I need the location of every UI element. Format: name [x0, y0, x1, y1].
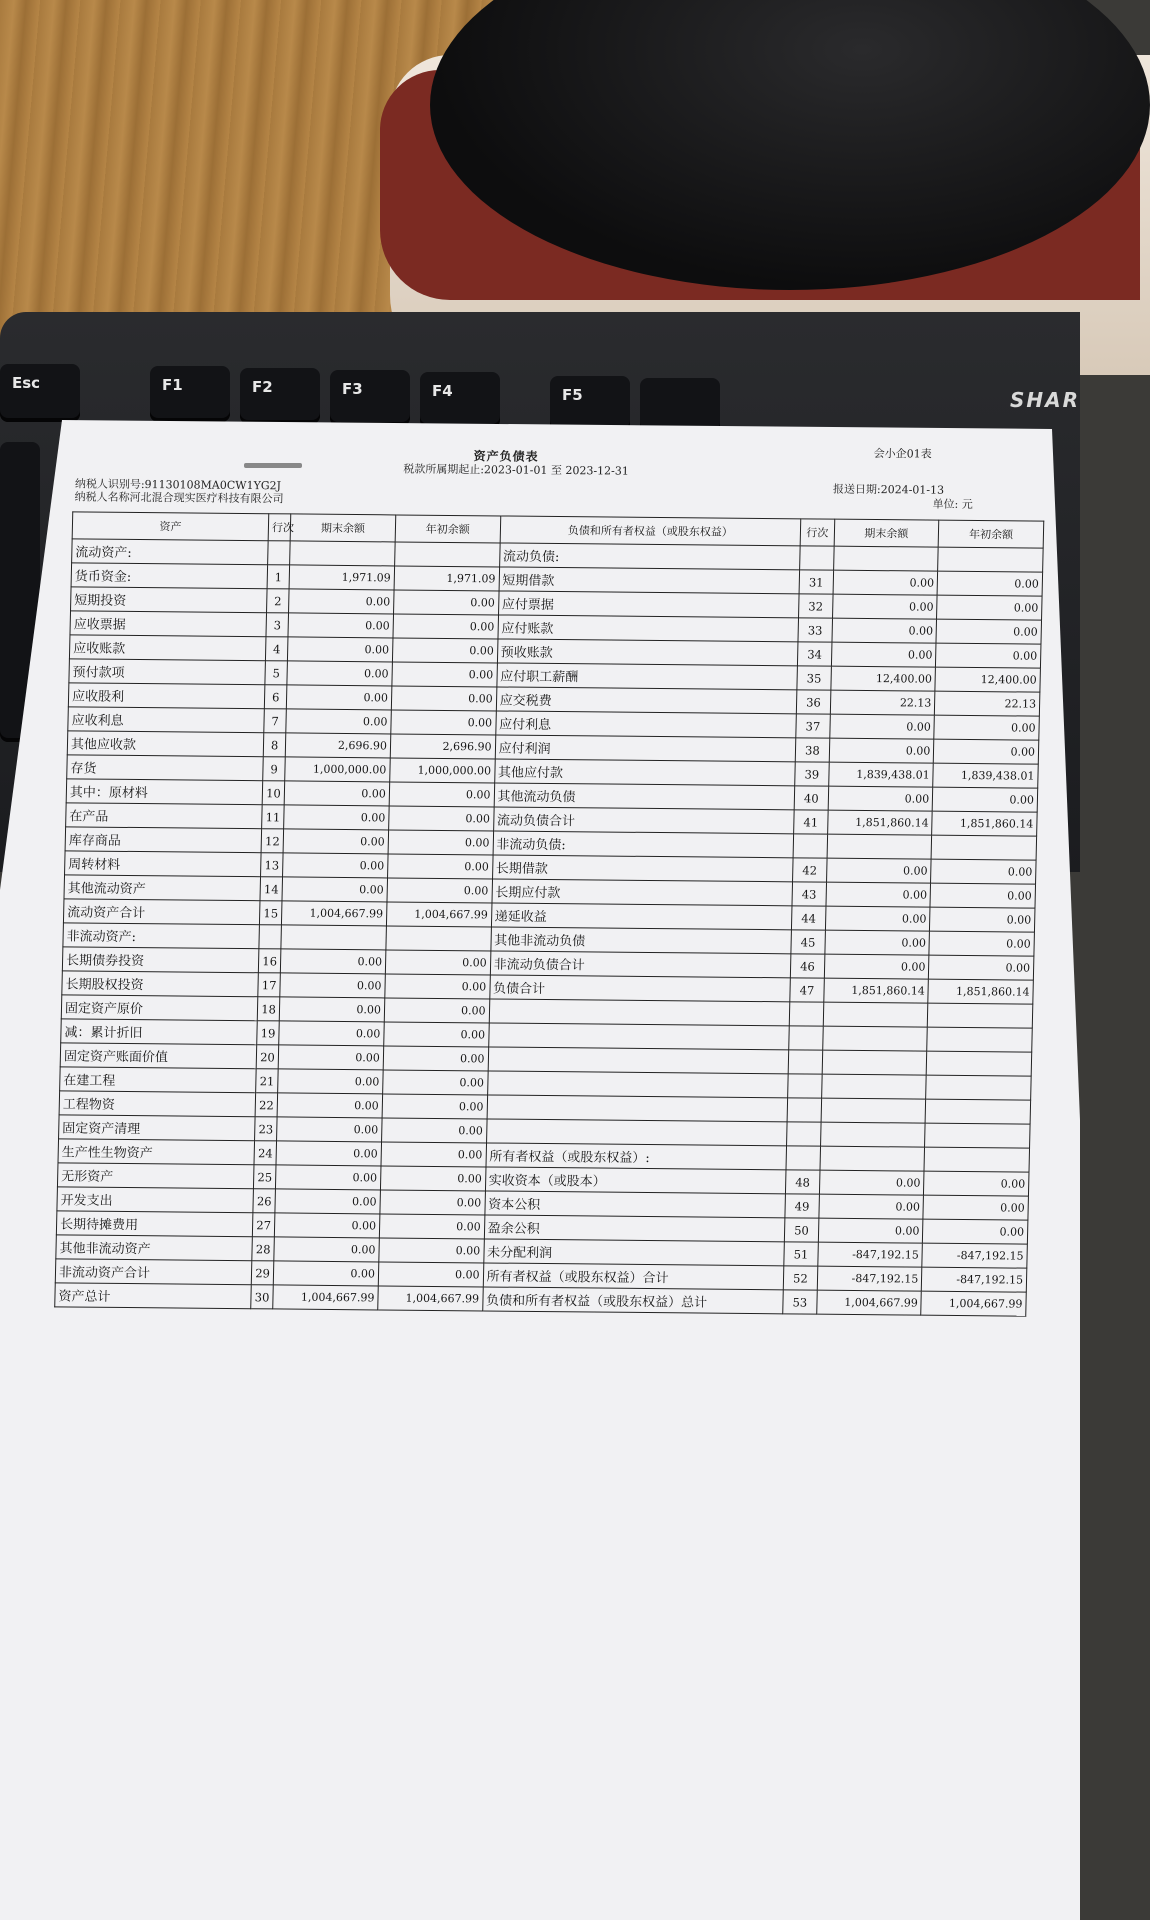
liab-end: 0.00: [825, 930, 930, 955]
asset-end: 0.00: [276, 1165, 381, 1190]
asset-label: 预付款项: [69, 659, 266, 685]
asset-begin: 2,696.90: [390, 734, 495, 759]
liab-line: 47: [790, 978, 824, 1002]
liab-end: [822, 1050, 927, 1075]
key-f5: [550, 376, 630, 432]
asset-begin: 0.00: [392, 638, 497, 663]
liab-begin: [927, 1027, 1032, 1052]
liab-end: [821, 1074, 926, 1099]
asset-begin: 0.00: [380, 1190, 485, 1215]
asset-begin: 0.00: [383, 1046, 488, 1071]
liab-end: [820, 1122, 925, 1147]
asset-begin: 0.00: [382, 1094, 487, 1119]
liab-line: 52: [783, 1266, 817, 1290]
doc-form-code: 会小企01表: [873, 447, 932, 461]
col-asset: 资产: [72, 512, 269, 541]
liab-line: 48: [786, 1170, 820, 1194]
asset-label: 其他非流动资产: [56, 1235, 253, 1261]
liab-begin: [925, 1123, 1030, 1148]
asset-begin: 0.00: [383, 1070, 488, 1095]
asset-line: 14: [260, 877, 283, 901]
asset-end: 0.00: [283, 829, 388, 854]
asset-line: 27: [252, 1213, 275, 1237]
liab-begin: 1,004,667.99: [921, 1291, 1026, 1316]
liab-line: 46: [791, 954, 825, 978]
liab-line: 50: [785, 1218, 819, 1242]
liab-end: 1,839,438.01: [828, 762, 933, 787]
liab-label: [487, 1095, 788, 1122]
key-f3: [330, 370, 410, 426]
liab-end: 0.00: [819, 1194, 924, 1219]
liab-end: 22.13: [830, 690, 935, 715]
liab-end: 0.00: [819, 1170, 924, 1195]
liab-line: [788, 1074, 822, 1098]
asset-begin: 0.00: [387, 878, 492, 903]
asset-end: 0.00: [275, 1213, 380, 1238]
asset-line: 30: [251, 1285, 274, 1309]
key-label: F2: [252, 378, 273, 396]
asset-line: 15: [259, 901, 282, 925]
liab-begin: [928, 1003, 1033, 1028]
liab-end: [822, 1026, 927, 1051]
liab-end: 0.00: [832, 618, 937, 643]
liab-label: 负债和所有者权益（或股东权益）总计: [482, 1287, 783, 1314]
asset-end: 0.00: [277, 1093, 382, 1118]
key-f4: [420, 372, 500, 428]
asset-label: 开发支出: [57, 1187, 254, 1213]
asset-begin: 0.00: [381, 1142, 486, 1167]
liab-line: [787, 1098, 821, 1122]
asset-begin: 0.00: [388, 830, 493, 855]
liab-begin: 0.00: [931, 859, 1036, 884]
asset-line: [259, 925, 282, 949]
liab-end: -847,192.15: [817, 1242, 922, 1267]
liab-begin: [924, 1147, 1029, 1172]
key-esc: [0, 364, 80, 422]
asset-begin: [395, 542, 500, 567]
liab-label: [488, 1023, 789, 1050]
asset-label: 其他应收款: [67, 731, 264, 757]
liab-begin: 0.00: [937, 595, 1042, 620]
liab-label: 长期应付款: [492, 879, 793, 906]
liab-line: [786, 1146, 820, 1170]
asset-end: 0.00: [289, 589, 394, 614]
liab-end: 0.00: [818, 1218, 923, 1243]
asset-end: 0.00: [282, 877, 387, 902]
liab-label: 递延收益: [491, 903, 792, 930]
asset-end: 0.00: [276, 1141, 381, 1166]
col-line: 行次: [268, 514, 291, 541]
asset-label: 在建工程: [60, 1067, 257, 1093]
liab-end: 1,004,667.99: [816, 1290, 921, 1315]
asset-label: 长期债券投资: [62, 947, 259, 973]
asset-end: 0.00: [280, 973, 385, 998]
keyboard-brand-logo: SHAR: [1009, 388, 1080, 412]
col-line: 行次: [800, 519, 834, 546]
asset-end: 0.00: [281, 949, 386, 974]
liab-end: [820, 1146, 925, 1171]
asset-end: 0.00: [274, 1261, 379, 1286]
liab-label: 应付职工薪酬: [496, 663, 797, 690]
asset-line: 5: [265, 661, 288, 685]
liab-label: 其他流动负债: [494, 783, 795, 810]
asset-begin: 0.00: [381, 1118, 486, 1143]
liab-begin: 0.00: [929, 955, 1034, 980]
doc-title: 资产负债表: [473, 449, 539, 464]
liab-begin: 0.00: [934, 715, 1039, 740]
liab-end: 0.00: [833, 570, 938, 595]
liab-begin: 0.00: [923, 1195, 1028, 1220]
asset-line: 28: [252, 1237, 275, 1261]
asset-line: 12: [261, 829, 284, 853]
liab-line: 32: [799, 594, 833, 618]
liab-begin: 0.00: [929, 931, 1034, 956]
asset-line: 16: [258, 949, 281, 973]
asset-line: 2: [266, 589, 289, 613]
asset-line: 4: [265, 637, 288, 661]
liab-begin: [925, 1099, 1030, 1124]
asset-label: 在产品: [66, 803, 263, 829]
asset-label: 货币资金:: [71, 563, 268, 589]
liab-end: 0.00: [832, 594, 937, 619]
liab-begin: 0.00: [936, 619, 1041, 644]
key-label: F5: [562, 386, 583, 404]
liab-end: [823, 1002, 928, 1027]
unit-label: 单位: 元: [932, 497, 973, 511]
asset-begin: 0.00: [393, 614, 498, 639]
asset-label: 周转材料: [65, 851, 262, 877]
liab-line: 36: [797, 690, 831, 714]
col-begin-balance: 年初余额: [938, 520, 1043, 548]
liab-line: [788, 1050, 822, 1074]
asset-end: [290, 541, 395, 566]
asset-line: 29: [251, 1261, 274, 1285]
key-label: Esc: [12, 374, 41, 392]
asset-end: 1,004,667.99: [282, 901, 387, 926]
liab-end: 0.00: [826, 858, 931, 883]
liab-label: 应交税费: [496, 687, 797, 714]
liab-begin: 0.00: [930, 907, 1035, 932]
liab-begin: 0.00: [923, 1219, 1028, 1244]
asset-label: 长期股权投资: [62, 971, 259, 997]
asset-end: 0.00: [287, 685, 392, 710]
asset-begin: 0.00: [389, 782, 494, 807]
key-label: F4: [432, 382, 453, 400]
key-label: F1: [162, 376, 183, 394]
asset-begin: 1,000,000.00: [390, 758, 495, 783]
asset-end: 0.00: [284, 781, 389, 806]
liab-begin: [931, 835, 1036, 860]
asset-end: 0.00: [286, 709, 391, 734]
asset-end: 0.00: [287, 661, 392, 686]
col-liabilities-equity: 负债和所有者权益（或股东权益）: [500, 516, 801, 546]
liab-label: 资本公积: [484, 1191, 785, 1218]
liab-label: 非流动负债:: [493, 831, 794, 858]
liab-line: 35: [797, 666, 831, 690]
asset-line: 20: [256, 1045, 279, 1069]
asset-begin: 0.00: [387, 854, 492, 879]
liab-label: [487, 1071, 788, 1098]
asset-begin: 0.00: [389, 806, 494, 831]
asset-begin: 0.00: [380, 1166, 485, 1191]
asset-end: 0.00: [288, 637, 393, 662]
asset-end: 0.00: [274, 1237, 379, 1262]
liab-begin: [938, 547, 1043, 572]
key-f2: [240, 368, 320, 424]
doc-period: 税款所属期起止:2023-01-01 至 2023-12-31: [403, 462, 630, 478]
asset-begin: 0.00: [391, 710, 496, 735]
liab-line: 40: [794, 786, 828, 810]
asset-begin: 0.00: [393, 590, 498, 615]
liab-line: 37: [796, 714, 830, 738]
col-begin-balance: 年初余额: [395, 515, 500, 543]
asset-line: 26: [253, 1189, 276, 1213]
liab-end: 0.00: [831, 642, 936, 667]
liab-line: 31: [799, 570, 833, 594]
liab-line: 42: [793, 858, 827, 882]
liab-label: 实收资本（或股本）: [485, 1167, 786, 1194]
asset-begin: 0.00: [379, 1214, 484, 1239]
liab-label: 其他非流动负债: [490, 927, 791, 954]
asset-begin: 0.00: [392, 662, 497, 687]
liab-line: 34: [798, 642, 832, 666]
asset-label: 非流动资产:: [63, 923, 260, 949]
asset-line: 22: [255, 1093, 278, 1117]
liab-label: [486, 1119, 787, 1146]
liab-line: 38: [795, 738, 829, 762]
asset-end: 0.00: [278, 1045, 383, 1070]
liab-label: [488, 1047, 789, 1074]
asset-label: 短期投资: [71, 587, 268, 613]
asset-end: 0.00: [284, 805, 389, 830]
liab-begin: -847,192.15: [922, 1267, 1027, 1292]
asset-end: 0.00: [279, 997, 384, 1022]
liab-label: 所有者权益（或股东权益）:: [486, 1143, 787, 1170]
liab-begin: 0.00: [924, 1171, 1029, 1196]
liab-line: 51: [784, 1242, 818, 1266]
asset-line: 10: [262, 781, 285, 805]
asset-begin: 0.00: [378, 1262, 483, 1287]
asset-begin: 1,971.09: [394, 566, 499, 591]
asset-label: 固定资产清理: [59, 1115, 256, 1141]
asset-end: 2,696.90: [285, 733, 390, 758]
asset-line: [268, 541, 291, 565]
taxpayer-name: 纳税人名称河北混合现实医疗科技有限公司: [74, 490, 284, 506]
liab-label: 流动负债:: [499, 543, 800, 570]
liab-label: 应付利息: [495, 711, 796, 738]
liab-end: 0.00: [829, 738, 934, 763]
liab-line: 44: [792, 906, 826, 930]
liab-label: 负债合计: [489, 975, 790, 1002]
asset-label: 其中：原材料: [66, 779, 263, 805]
asset-end: 1,004,667.99: [273, 1285, 378, 1310]
asset-label: 流动资产合计: [63, 899, 260, 925]
asset-begin: 0.00: [384, 998, 489, 1023]
key-f1: [150, 366, 230, 422]
liab-line: [793, 834, 827, 858]
balance-sheet-table: [54, 511, 1044, 1316]
key-label: F3: [342, 380, 363, 398]
liab-line: [800, 546, 834, 570]
liab-begin: [926, 1051, 1031, 1076]
asset-line: 9: [263, 757, 286, 781]
asset-label: 非流动资产合计: [55, 1259, 252, 1285]
asset-end: 0.00: [277, 1117, 382, 1142]
liab-end: 12,400.00: [830, 666, 935, 691]
liab-begin: 0.00: [932, 787, 1037, 812]
asset-end: 1,971.09: [289, 565, 394, 590]
asset-begin: [386, 926, 491, 951]
liab-begin: 0.00: [937, 571, 1042, 596]
liab-line: [789, 1026, 823, 1050]
liab-end: 1,851,860.14: [827, 810, 932, 835]
liab-end: 0.00: [829, 714, 934, 739]
asset-label: 资产总计: [55, 1283, 252, 1309]
asset-label: 无形资产: [57, 1163, 254, 1189]
asset-line: 17: [258, 973, 281, 997]
col-end-balance: 期末余额: [290, 514, 395, 542]
liab-end: -847,192.15: [817, 1266, 922, 1291]
asset-label: 长期待摊费用: [56, 1211, 253, 1237]
asset-line: 19: [257, 1021, 280, 1045]
liab-label: [489, 999, 790, 1026]
liab-label: 短期借款: [499, 567, 800, 594]
liab-label: 预收账款: [497, 639, 798, 666]
liab-begin: 22.13: [935, 691, 1040, 716]
liab-line: 39: [795, 762, 829, 786]
liab-end: 1,851,860.14: [823, 978, 928, 1003]
liab-label: 应付票据: [498, 591, 799, 618]
asset-line: 8: [263, 733, 286, 757]
asset-label: 应收利息: [68, 707, 265, 733]
liab-label: 非流动负债合计: [490, 951, 791, 978]
taxpayer-id: 纳税人识别号:91130108MA0CW1YG2J: [74, 477, 282, 493]
table-body: [55, 539, 1043, 1316]
liab-end: 0.00: [824, 954, 929, 979]
asset-line: 21: [256, 1069, 279, 1093]
asset-end: 0.00: [278, 1069, 383, 1094]
liab-label: 应付利润: [495, 735, 796, 762]
asset-begin: 1,004,667.99: [386, 902, 491, 927]
liab-label: 应付账款: [498, 615, 799, 642]
asset-line: 25: [253, 1165, 276, 1189]
liab-begin: 0.00: [934, 739, 1039, 764]
asset-line: 3: [266, 613, 289, 637]
liab-end: [827, 834, 932, 859]
asset-label: 固定资产原价: [61, 995, 258, 1021]
liab-line: [789, 1002, 823, 1026]
liab-line: 53: [783, 1290, 817, 1314]
liab-label: 长期借款: [492, 855, 793, 882]
asset-label: 应收账款: [69, 635, 266, 661]
asset-label: 应收股利: [68, 683, 265, 709]
asset-label: 生产性生物资产: [58, 1139, 255, 1165]
asset-line: 24: [254, 1141, 277, 1165]
asset-line: 7: [264, 709, 287, 733]
liab-begin: [926, 1075, 1031, 1100]
liab-end: [833, 546, 938, 571]
liab-line: 45: [791, 930, 825, 954]
asset-label: 工程物资: [59, 1091, 256, 1117]
liab-line: 33: [798, 618, 832, 642]
asset-end: [281, 925, 386, 950]
asset-end: 0.00: [279, 1021, 384, 1046]
asset-begin: 0.00: [385, 950, 490, 975]
liab-line: 43: [792, 882, 826, 906]
asset-begin: 0.00: [385, 974, 490, 999]
asset-label: 其他流动资产: [64, 875, 261, 901]
liab-label: 其他应付款: [494, 759, 795, 786]
asset-label: 库存商品: [65, 827, 262, 853]
liab-end: 0.00: [825, 906, 930, 931]
asset-end: 0.00: [283, 853, 388, 878]
liab-end: 0.00: [828, 786, 933, 811]
liab-begin: 1,839,438.01: [933, 763, 1038, 788]
liab-line: [787, 1122, 821, 1146]
asset-line: 6: [264, 685, 287, 709]
asset-label: 流动资产:: [72, 539, 269, 565]
liab-begin: 0.00: [930, 883, 1035, 908]
liab-line: 41: [794, 810, 828, 834]
balance-sheet-document: [51, 435, 1046, 1444]
report-date: 报送日期:2024-01-13: [832, 482, 945, 497]
asset-line: 23: [255, 1117, 278, 1141]
asset-label: 应收票据: [70, 611, 267, 637]
asset-end: 1,000,000.00: [285, 757, 390, 782]
asset-begin: 1,004,667.99: [378, 1286, 483, 1311]
liab-begin: -847,192.15: [922, 1243, 1027, 1268]
asset-line: 11: [262, 805, 285, 829]
liab-end: 0.00: [826, 882, 931, 907]
liab-begin: 12,400.00: [935, 667, 1040, 692]
asset-begin: 0.00: [384, 1022, 489, 1047]
liab-begin: 1,851,860.14: [928, 979, 1033, 1004]
asset-line: 1: [267, 565, 290, 589]
asset-line: 13: [260, 853, 283, 877]
liab-begin: 0.00: [936, 643, 1041, 668]
asset-line: 18: [257, 997, 280, 1021]
liab-end: [821, 1098, 926, 1123]
liab-label: 盈余公积: [484, 1215, 785, 1242]
asset-begin: 0.00: [379, 1238, 484, 1263]
asset-begin: 0.00: [391, 686, 496, 711]
liab-label: 所有者权益（或股东权益）合计: [483, 1263, 784, 1290]
liab-label: 未分配利润: [483, 1239, 784, 1266]
col-end-balance: 期末余额: [834, 519, 939, 547]
asset-label: 固定资产账面价值: [60, 1043, 257, 1069]
liab-label: 流动负债合计: [493, 807, 794, 834]
asset-label: 减：累计折旧: [61, 1019, 258, 1045]
liab-begin: 1,851,860.14: [932, 811, 1037, 836]
liab-line: 49: [785, 1194, 819, 1218]
asset-end: 0.00: [288, 613, 393, 638]
asset-end: 0.00: [275, 1189, 380, 1214]
asset-label: 存货: [67, 755, 264, 781]
